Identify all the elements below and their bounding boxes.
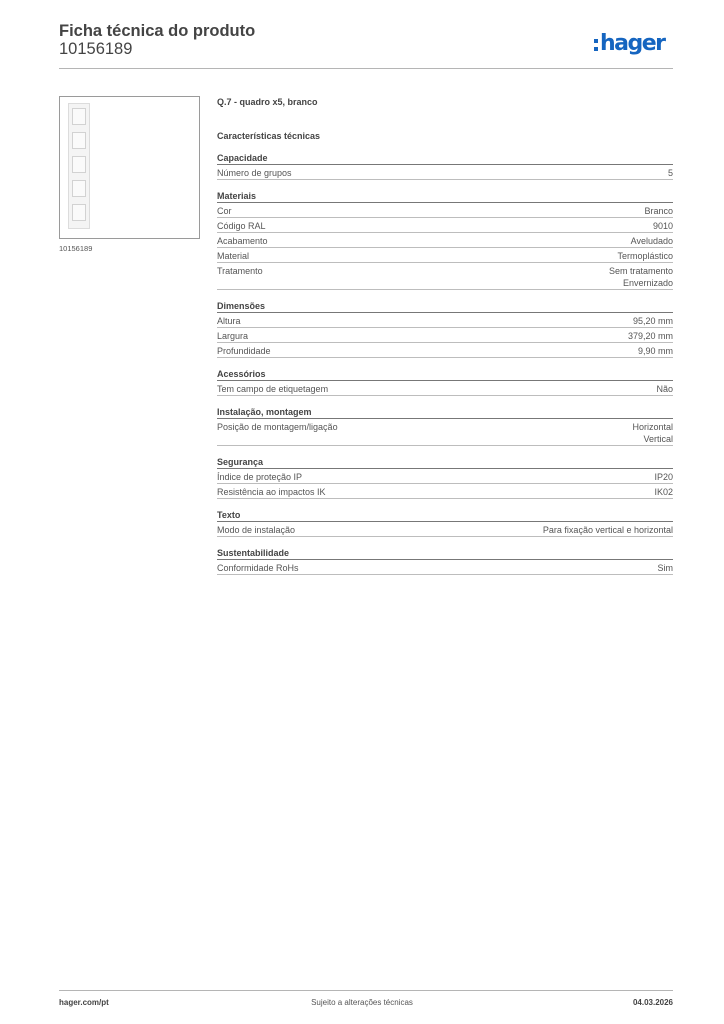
document-product-code: 10156189 <box>59 40 133 58</box>
spec-section <box>217 300 673 358</box>
spec-value-line: Sem tratamento <box>608 266 673 276</box>
spec-value <box>632 421 673 445</box>
spec-label: Resistência ao impactos IK <box>217 487 326 497</box>
spec-label: Tem campo de etiquetagem <box>217 384 329 394</box>
frame-cell <box>72 108 86 125</box>
spec-value <box>609 265 673 289</box>
spec-section <box>217 190 673 290</box>
spec-row <box>217 165 673 180</box>
spec-value-line: 9,90 mm <box>637 346 673 356</box>
specs-heading: Características técnicas <box>217 131 321 141</box>
spec-label: Código RAL <box>217 221 266 231</box>
spec-row <box>217 218 673 233</box>
frame-illustration <box>68 103 90 229</box>
specs-content <box>217 96 673 575</box>
spec-value-line: Sim <box>657 563 673 573</box>
spec-value <box>543 524 673 536</box>
spec-value <box>633 315 673 327</box>
frame-cell <box>72 156 86 173</box>
spec-label: Conformidade RoHs <box>217 563 299 573</box>
spec-value <box>638 345 673 357</box>
spec-label: Altura <box>217 316 241 326</box>
spec-section <box>217 368 673 396</box>
spec-value <box>653 220 673 232</box>
spec-label: Material <box>217 251 250 261</box>
spec-value-line: Para fixação vertical e horizontal <box>542 525 673 535</box>
spec-value-line: 379,20 mm <box>627 331 673 341</box>
spec-row <box>217 328 673 343</box>
spec-row <box>217 263 673 290</box>
spec-label: Índice de proteção IP <box>217 472 303 482</box>
spec-value-line: Termoplástico <box>617 251 673 261</box>
document-title: Ficha técnica do produto <box>59 22 256 40</box>
spec-section <box>217 547 673 575</box>
spec-label: Acabamento <box>217 236 268 246</box>
spec-value <box>656 383 673 395</box>
spec-value-line: Branco <box>644 206 673 216</box>
spec-value <box>654 471 673 483</box>
frame-cell <box>72 204 86 221</box>
section-title: Materiais <box>217 190 673 203</box>
spec-label: Modo de instalação <box>217 525 296 535</box>
spec-row <box>217 560 673 575</box>
section-title: Sustentabilidade <box>217 547 673 560</box>
spec-value <box>617 250 673 262</box>
spec-label: Tratamento <box>217 266 263 276</box>
header-divider <box>59 68 673 69</box>
product-image-caption: 10156189 <box>59 244 93 253</box>
spec-value <box>654 486 673 498</box>
section-title: Capacidade <box>217 152 673 165</box>
spec-value <box>631 235 673 247</box>
spec-label: Profundidade <box>217 346 271 356</box>
spec-value-line: IP20 <box>654 472 673 482</box>
product-image <box>59 96 200 239</box>
section-title: Dimensões <box>217 300 673 313</box>
spec-value <box>668 167 673 179</box>
frame-cell <box>72 132 86 149</box>
spec-value-line: Envernizado <box>622 278 673 288</box>
spec-label: Número de grupos <box>217 168 292 178</box>
spec-row <box>217 484 673 499</box>
spec-section <box>217 152 673 180</box>
spec-section <box>217 456 673 499</box>
section-title: Instalação, montagem <box>217 406 673 419</box>
spec-value-line: 95,20 mm <box>632 316 673 326</box>
hager-logo[interactable] <box>594 28 665 58</box>
spec-section <box>217 509 673 537</box>
spec-row <box>217 233 673 248</box>
spec-row <box>217 381 673 396</box>
spec-row <box>217 469 673 484</box>
spec-value <box>644 205 673 217</box>
spec-row <box>217 522 673 537</box>
spec-label: Posição de montagem/ligação <box>217 422 338 432</box>
spec-value-line: 5 <box>667 168 673 178</box>
spec-row <box>217 419 673 446</box>
spec-value <box>658 562 674 574</box>
spec-row <box>217 248 673 263</box>
spec-row <box>217 203 673 218</box>
spec-value-line: Vertical <box>643 434 673 444</box>
section-title: Texto <box>217 509 673 522</box>
spec-value-line: 9010 <box>652 221 673 231</box>
spec-value-line: IK02 <box>654 487 673 497</box>
spec-row <box>217 313 673 328</box>
product-name: Q.7 - quadro x5, branco <box>217 97 318 107</box>
spec-label: Largura <box>217 331 249 341</box>
footer-divider <box>59 990 673 991</box>
spec-value-line: Horizontal <box>632 422 673 432</box>
footer-note: Sujeito a alterações técnicas <box>311 998 413 1007</box>
spec-value <box>628 330 673 342</box>
spec-section <box>217 406 673 446</box>
section-title: Segurança <box>217 456 673 469</box>
spec-value-line: Aveludado <box>630 236 673 246</box>
spec-label: Cor <box>217 206 232 216</box>
frame-cell <box>72 180 86 197</box>
section-title: Acessórios <box>217 368 673 381</box>
logo-text: hager <box>600 30 665 56</box>
specs-sections <box>217 152 673 575</box>
footer-website[interactable]: hager.com/pt <box>59 998 109 1007</box>
spec-value-line: Não <box>656 384 673 394</box>
logo-dots-icon <box>594 39 598 51</box>
spec-row <box>217 343 673 358</box>
footer-date: 04.03.2026 <box>632 998 673 1007</box>
